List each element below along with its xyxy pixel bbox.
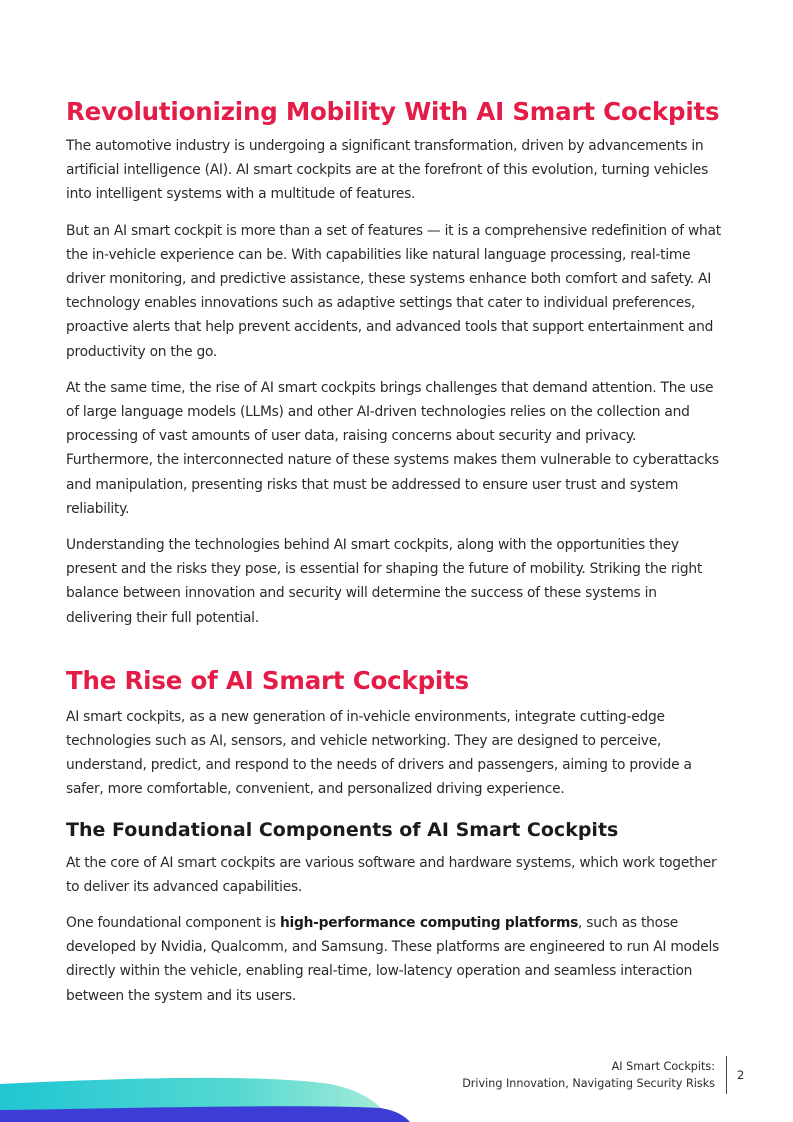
paragraph: At the same time, the rise of AI smart cockpits brings challenges that demand attention. The use of large language models (LLMs) and other AI-driven technologies relies on the collection and processing of vast amounts of user data, raising concerns about security and privacy. Furthermore, the interconnected nature of these systems makes them vulnerable to cyberattacks and manipulation, presenting risks that must be addressed to ensure user trust and system reliability. (66, 379, 719, 517)
paragraph: AI smart cockpits, as a new generation of in-vehicle environments, integrate cutting-edge technologies such as AI, sensors, and vehicle networking. They are designed to perceive, understand, predict, and respond to the needs of drivers and passengers, aiming to provide a safer, more comfortable, convenient, and personalized driving experience. (66, 708, 692, 798)
subsection-title: The Foundational Components of AI Smart Cockpits (66, 818, 619, 841)
document-body (66, 88, 722, 1020)
paragraph: The automotive industry is undergoing a significant transformation, driven by advancements in artificial intelligence (AI). AI smart cockpits are at the forefront of this evolution, turning vehicles into intelligent systems with a multitude of features. (66, 138, 709, 203)
decorative-wave (0, 1070, 440, 1122)
footer-line: AI Smart Cockpits: (611, 1060, 715, 1073)
emphasis-text: high-performance computing platforms (279, 915, 579, 932)
page-number: 2 (737, 1068, 745, 1082)
footer-divider (726, 1056, 727, 1094)
section-title: Revolutionizing Mobility With AI Smart Cockpits (66, 97, 720, 126)
paragraph: Understanding the technologies behind AI smart cockpits, along with the opportunities they present and the risks they pose, is essential for shaping the future of mobility. Striking the right balance between innovation and security will determine the success of these systems in delivering their full potential. (66, 537, 702, 626)
paragraph-text: , such as those developed by Nvidia, Qualcomm, and Samsung. These platforms are engineered to run AI models directly within the vehicle, enabling real-time, low-latency operation and seamless interaction between the system and its users. (66, 915, 720, 1004)
footer-title (462, 1058, 715, 1092)
paragraph (66, 911, 722, 1008)
footer-line: Driving Innovation, Navigating Security Risks (462, 1077, 715, 1090)
paragraph: At the core of AI smart cockpits are various software and hardware systems, which work together to deliver its advanced capabilities. (66, 854, 717, 895)
paragraph-text: One foundational component is (66, 915, 280, 932)
paragraph: But an AI smart cockpit is more than a set of features — it is a comprehensive redefinition of what the in-vehicle experience can be. With capabilities like natural language processing, real-time driver monitoring, and predictive assistance, these systems enhance both comfort and safety. AI technology enables innovations such as adaptive settings that cater to individual preferences, proactive alerts that help prevent accidents, and advanced tools that support entertainment and productivity on the go. (66, 222, 721, 360)
section-title: The Rise of AI Smart Cockpits (66, 665, 470, 695)
